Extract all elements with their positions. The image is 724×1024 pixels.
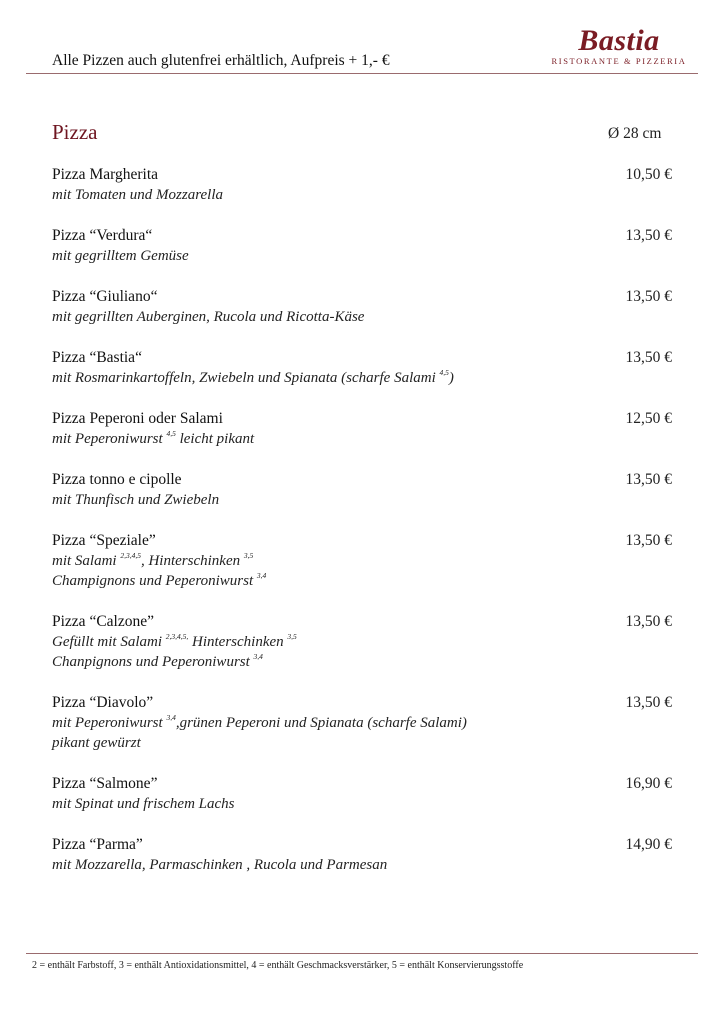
logo-name: Bastia [578,24,660,57]
item-description [52,652,672,672]
item-name: Pizza tonno e cipolle [52,471,182,488]
item-price: 16,90 € [625,775,672,792]
item-name: Pizza “Speziale” [52,532,156,549]
logo-subtitle: RISTORANTE & PIZZERIA [551,56,687,66]
additive-footnote: 2,3,4,5, [165,632,189,641]
additive-footnote: 2,3,4,5 [120,551,141,560]
item-name: Pizza Margherita [52,166,159,183]
description-text: mit Salami [52,553,121,569]
item-description [52,185,672,205]
description-text: mit Thunfisch und Zwiebeln [52,492,220,508]
item-price: 14,90 € [625,836,672,853]
description-text: mit Tomaten und Mozzarella [52,187,223,203]
menu-item [52,531,672,591]
item-description [52,855,672,875]
description-text: ,grünen Peperoni und Spianata (scharfe Salami) [175,715,467,731]
item-description [52,632,672,652]
item-description [52,571,672,591]
description-text: , Hinterschinken [140,553,244,569]
description-text: mit gegrilltem Gemüse [52,248,189,264]
additive-footnote: 3,5 [287,632,297,641]
additive-footnote: 3,5 [243,551,254,560]
description-text: mit Peperoniwurst [52,715,167,731]
item-price: 13,50 € [625,349,672,366]
item-price: 13,50 € [625,471,672,488]
description-text: Hinterschinken [188,634,288,650]
description-text: Gefüllt mit Salami [52,634,166,650]
item-description [52,246,672,266]
menu-item [52,287,672,327]
additive-footnote: 4,5 [166,429,176,438]
description-text: pikant gewürzt [52,735,141,751]
section-title: Pizza [52,120,98,144]
additive-footnote: 3,4 [256,571,267,580]
item-description [52,490,672,510]
description-text: mit Rosmarinkartoffeln, Zwiebeln und Spianata (scharfe Salami [52,370,440,386]
footer-note: 2 = enthält Farbstoff, 3 = enthält Antioxidationsmittel, 4 = enthält Geschmacksverstärker, 5 = enthält Konservierungsstoffe [32,960,524,971]
item-price: 12,50 € [625,410,672,427]
section-size: Ø 28 cm [608,125,662,142]
description-text: mit Mozzarella, Parmaschinken , Rucola und Parmesan [52,857,388,873]
item-price: 13,50 € [625,532,672,549]
item-description [52,368,672,388]
description-text: ) [448,370,454,386]
description-text: Chanpignons und Peperoniwurst [52,654,254,670]
additive-footnote: 3,4 [166,713,176,722]
menu-item [52,226,672,266]
additive-footnote: 3,4 [253,652,263,661]
menu-item [52,774,672,814]
footer-divider [26,953,698,954]
additive-footnote: 4,5 [439,368,449,377]
item-price: 10,50 € [625,166,672,183]
item-name: Pizza “Verdura“ [52,227,153,244]
item-description [52,713,672,733]
item-price: 13,50 € [625,613,672,630]
item-description [52,429,672,449]
menu-item [52,470,672,510]
description-text: mit Peperoniwurst [52,431,167,447]
item-price: 13,50 € [625,694,672,711]
item-name: Pizza “Calzone” [52,613,154,630]
item-description [52,307,672,327]
item-description [52,733,672,753]
menu-item [52,348,672,388]
menu-item [52,612,672,672]
header-note: Alle Pizzen auch glutenfrei erhältlich, Aufpreis + 1,- € [52,52,390,69]
item-name: Pizza “Bastia“ [52,349,142,366]
item-name: Pizza “Giuliano“ [52,288,158,305]
item-name: Pizza “Diavolo” [52,694,154,711]
item-name: Pizza Peperoni oder Salami [52,410,223,427]
logo [544,26,694,66]
description-text: leicht pikant [175,431,255,447]
menu-item [52,165,672,205]
menu-item [52,409,672,449]
item-name: Pizza “Parma” [52,836,143,853]
item-price: 13,50 € [625,227,672,244]
description-text: mit Spinat und frischem Lachs [52,796,235,812]
menu-item [52,693,672,753]
description-text: Champignons und Peperoniwurst [52,573,257,589]
description-text: mit gegrillten Auberginen, Rucola und Ricotta-Käse [52,309,365,325]
menu-item [52,835,672,875]
item-description [52,551,672,571]
header-divider [26,73,698,74]
item-price: 13,50 € [625,288,672,305]
menu-list [52,165,672,896]
item-name: Pizza “Salmone” [52,775,158,792]
item-description [52,794,672,814]
